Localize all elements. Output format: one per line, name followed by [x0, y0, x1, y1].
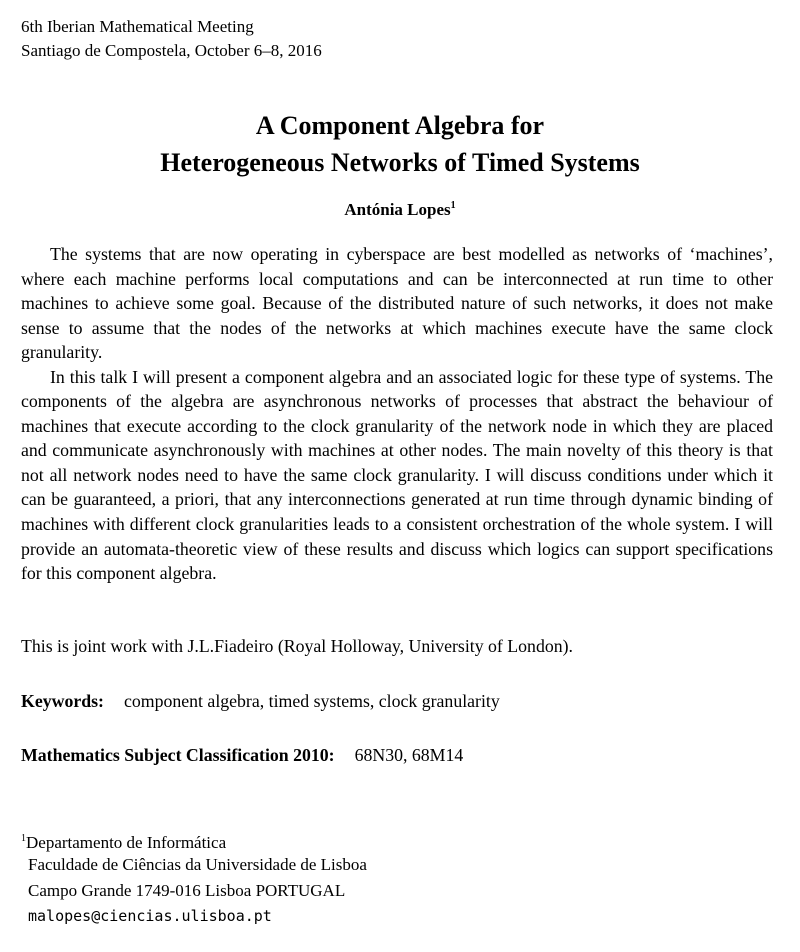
msc — [21, 745, 463, 766]
msc-label: Mathematics Subject Classification 2010: — [21, 745, 335, 765]
msc-value: 68N30, 68M14 — [354, 745, 464, 765]
abstract — [21, 242, 773, 586]
keywords — [21, 691, 500, 712]
keywords-label: Keywords: — [21, 691, 104, 711]
conference-location-date: Santiago de Compostela, October 6–8, 2016 — [21, 41, 322, 60]
conference-name: 6th Iberian Mathematical Meeting — [21, 17, 254, 36]
paper-title-line-1: A Component Algebra for — [255, 111, 545, 140]
footnote-department-name: Departamento de Informática — [26, 833, 227, 852]
abstract-paragraph-1: The systems that are now operating in cyberspace are best modelled as networks of ‘machines’, where each machine performs local computations and can be interconnected at run time to other machines to achieve some goal. Because of the distributed nature of such networks, it does not make sense to assume that the nodes of the networks at which machines execute have the same clock granularity. — [21, 244, 773, 363]
author-name: Antónia Lopes — [344, 200, 451, 219]
keywords-value: component algebra, timed systems, clock granularity — [123, 691, 500, 711]
footnote-faculty: Faculdade de Ciências da Universidade de Lisboa — [28, 855, 367, 874]
abstract-paragraph-2: In this talk I will present a component algebra and an associated logic for these type of systems. The components of the algebra are asynchronous networks of processes that abstract the behaviour of machines that execute according to the clock granularity of the network node in which they are placed and communicate asynchronously with machines at other nodes. The main novelty of this theory is that not all network nodes need to have the same clock granularity. I will discuss conditions under which it can be guaranteed, a priori, that any interconnections generated at run time through dynamic binding of machines with different clock granularities leads to a consistent orchestration of the whole system. I will provide an automata-theoretic view of these results and discuss which logics can support specifications for this component algebra. — [21, 366, 773, 584]
footnote-email: malopes@ciencias.ulisboa.pt — [28, 907, 272, 925]
footnote-address: Campo Grande 1749-016 Lisboa PORTUGAL — [28, 881, 346, 900]
joint-work-note: This is joint work with J.L.Fiadeiro (Royal Holloway, University of London). — [21, 636, 573, 656]
author-affiliation-mark: 1 — [450, 200, 456, 211]
paper-title-line-2: Heterogeneous Networks of Timed Systems — [160, 148, 640, 177]
footnote-mark: 1 — [21, 833, 26, 844]
author — [0, 200, 800, 220]
